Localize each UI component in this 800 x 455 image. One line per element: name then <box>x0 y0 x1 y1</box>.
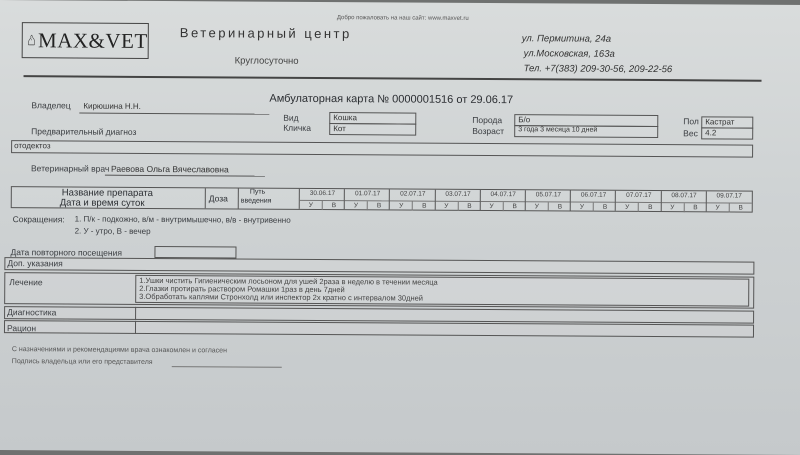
evening-label: В <box>548 202 571 211</box>
morning-label: У <box>399 202 404 210</box>
morning-label: У <box>579 203 585 211</box>
prelim-diag-field <box>11 140 753 158</box>
treatment-section <box>4 272 754 309</box>
morning-label: У <box>489 203 494 211</box>
dose-divider <box>205 188 206 208</box>
date-column-1 <box>299 189 345 209</box>
address-2: ул.Московская, 163а <box>523 48 615 60</box>
website-note: Добро пожаловать на наш сайт: www.maxvet.ru <box>336 15 469 22</box>
date-label: 06.07.17 <box>580 191 607 199</box>
diagnostics-label: Диагностика <box>7 307 57 318</box>
date-column-7 <box>570 191 616 211</box>
age-value: 3 года 3 месяца 10 дней <box>518 126 598 134</box>
date-label: 09.07.17 <box>716 192 742 200</box>
evening-label: В <box>683 203 706 212</box>
evening-label: В <box>367 201 390 210</box>
vet-value: Раевова Ольга Вячеславовна <box>110 163 229 175</box>
date-column-2 <box>344 189 390 209</box>
age-field <box>514 125 658 138</box>
route-header-1: Путь <box>249 188 266 196</box>
prelim-diag-value: отодектоз <box>14 141 51 151</box>
date-column-9 <box>660 191 706 211</box>
sex-label: Пол <box>683 116 699 127</box>
prelim-diag-label: Предварительный диагноз <box>31 126 137 137</box>
extra-instructions-label: Доп. указания <box>7 258 63 269</box>
breed-value: Б/о <box>518 115 531 125</box>
weight-value: 4.2 <box>705 128 717 138</box>
date-column-6 <box>525 190 571 210</box>
treatment-line-3: 3.Обработать каплями Стронхолд или инспектор 2х кратно с интервалом 30дней <box>139 291 424 303</box>
date-label: 03.07.17 <box>445 190 471 198</box>
date-label: 30.06.17 <box>309 189 336 198</box>
abbrev-label: Сокращения: <box>12 214 65 225</box>
diet-label: Рацион <box>6 323 37 334</box>
weight-field <box>701 127 753 139</box>
species-label: Вид <box>283 112 299 123</box>
morning-label: У <box>353 202 359 210</box>
owner-underline <box>79 113 269 115</box>
clinic-tagline: Круглосуточно <box>234 55 299 67</box>
dog-cat-logo-icon <box>27 25 37 55</box>
date-label: 02.07.17 <box>400 190 426 198</box>
route-divider <box>238 188 239 208</box>
date-label: 07.07.17 <box>626 191 652 200</box>
next-visit-field <box>154 246 236 259</box>
treatment-field <box>135 275 749 307</box>
dose-header: Доза <box>208 193 228 204</box>
date-label: 01.07.17 <box>354 190 381 198</box>
phone: Тел. +7(383) 209-30-56, 209-22-56 <box>523 63 673 76</box>
route-header-2: введения <box>240 197 272 205</box>
evening-label: В <box>457 202 480 211</box>
date-column-4 <box>434 190 480 210</box>
evening-label: В <box>322 201 345 210</box>
diet-divider <box>135 321 136 334</box>
owner-value: Кирюшина Н.Н. <box>83 101 141 111</box>
date-label: 04.07.17 <box>490 191 516 199</box>
abbrev-line-1: 1. П/к - подкожно, в/м - внутримышечно, в/в - внутривенно <box>74 214 291 225</box>
treatment-line-2: 2.Глазки протирать раствором Ромашки 1раз в день 7дней <box>139 283 345 295</box>
weight-label: Вес <box>683 128 698 139</box>
sex-value: Кастрат <box>705 117 735 127</box>
date-column-3 <box>389 189 435 209</box>
next-visit-label: Дата повторного посещения <box>10 247 122 258</box>
address-1: ул. Пермитина, 24а <box>521 33 612 45</box>
drug-name-header: Название препарата <box>61 187 153 199</box>
date-label: 05.07.17 <box>535 191 562 199</box>
treatment-line-1: 1.Ушки чистить Гигиеническим лосьоном для ушей 2раза в неделю в течении месяца <box>139 275 438 287</box>
logo-text: MAX&VET <box>38 27 148 53</box>
signature-line-label: Подпись владельца или его представителя <box>11 358 153 366</box>
vet-underline <box>105 175 265 177</box>
evening-label: В <box>503 202 526 211</box>
evening-label: В <box>729 203 752 212</box>
nickname-label: Кличка <box>283 122 311 133</box>
age-label: Возраст <box>472 125 505 137</box>
nickname-field <box>329 123 416 136</box>
clinic-logo <box>22 22 149 59</box>
evening-label: В <box>412 202 435 211</box>
morning-label: У <box>534 203 539 211</box>
vet-label: Ветеринарный врач <box>30 163 110 174</box>
signature-underline <box>172 366 282 368</box>
morning-label: У <box>715 204 720 212</box>
nickname-value: Кот <box>333 124 346 134</box>
date-column-5 <box>480 190 526 210</box>
date-column-8 <box>615 191 661 211</box>
breed-label: Порода <box>472 114 503 126</box>
treatment-label: Лечение <box>9 277 43 288</box>
morning-label: У <box>625 203 630 211</box>
morning-label: У <box>444 202 449 210</box>
morning-label: У <box>308 201 313 209</box>
abbrev-line-2: 2. У - утро, В - вечер <box>74 226 151 236</box>
card-title: Амбулаторная карта № 0000001516 от 29.06.17 <box>269 92 514 107</box>
date-column-10 <box>706 191 752 211</box>
medication-table-header <box>11 186 753 213</box>
header-rule <box>24 75 762 81</box>
consent-line: С назначениями и рекомендациями врача ознакомлен и согласен <box>11 346 227 355</box>
date-time-header: Дата и время суток <box>59 197 145 209</box>
evening-label: В <box>638 203 661 212</box>
morning-label: У <box>670 204 675 212</box>
date-label: 08.07.17 <box>671 192 697 200</box>
evening-label: В <box>593 203 616 212</box>
diagnostics-divider <box>135 307 136 320</box>
species-value: Кошка <box>333 113 357 123</box>
owner-label: Владелец <box>31 100 71 111</box>
clinic-name: Ветеринарный центр <box>179 25 352 42</box>
